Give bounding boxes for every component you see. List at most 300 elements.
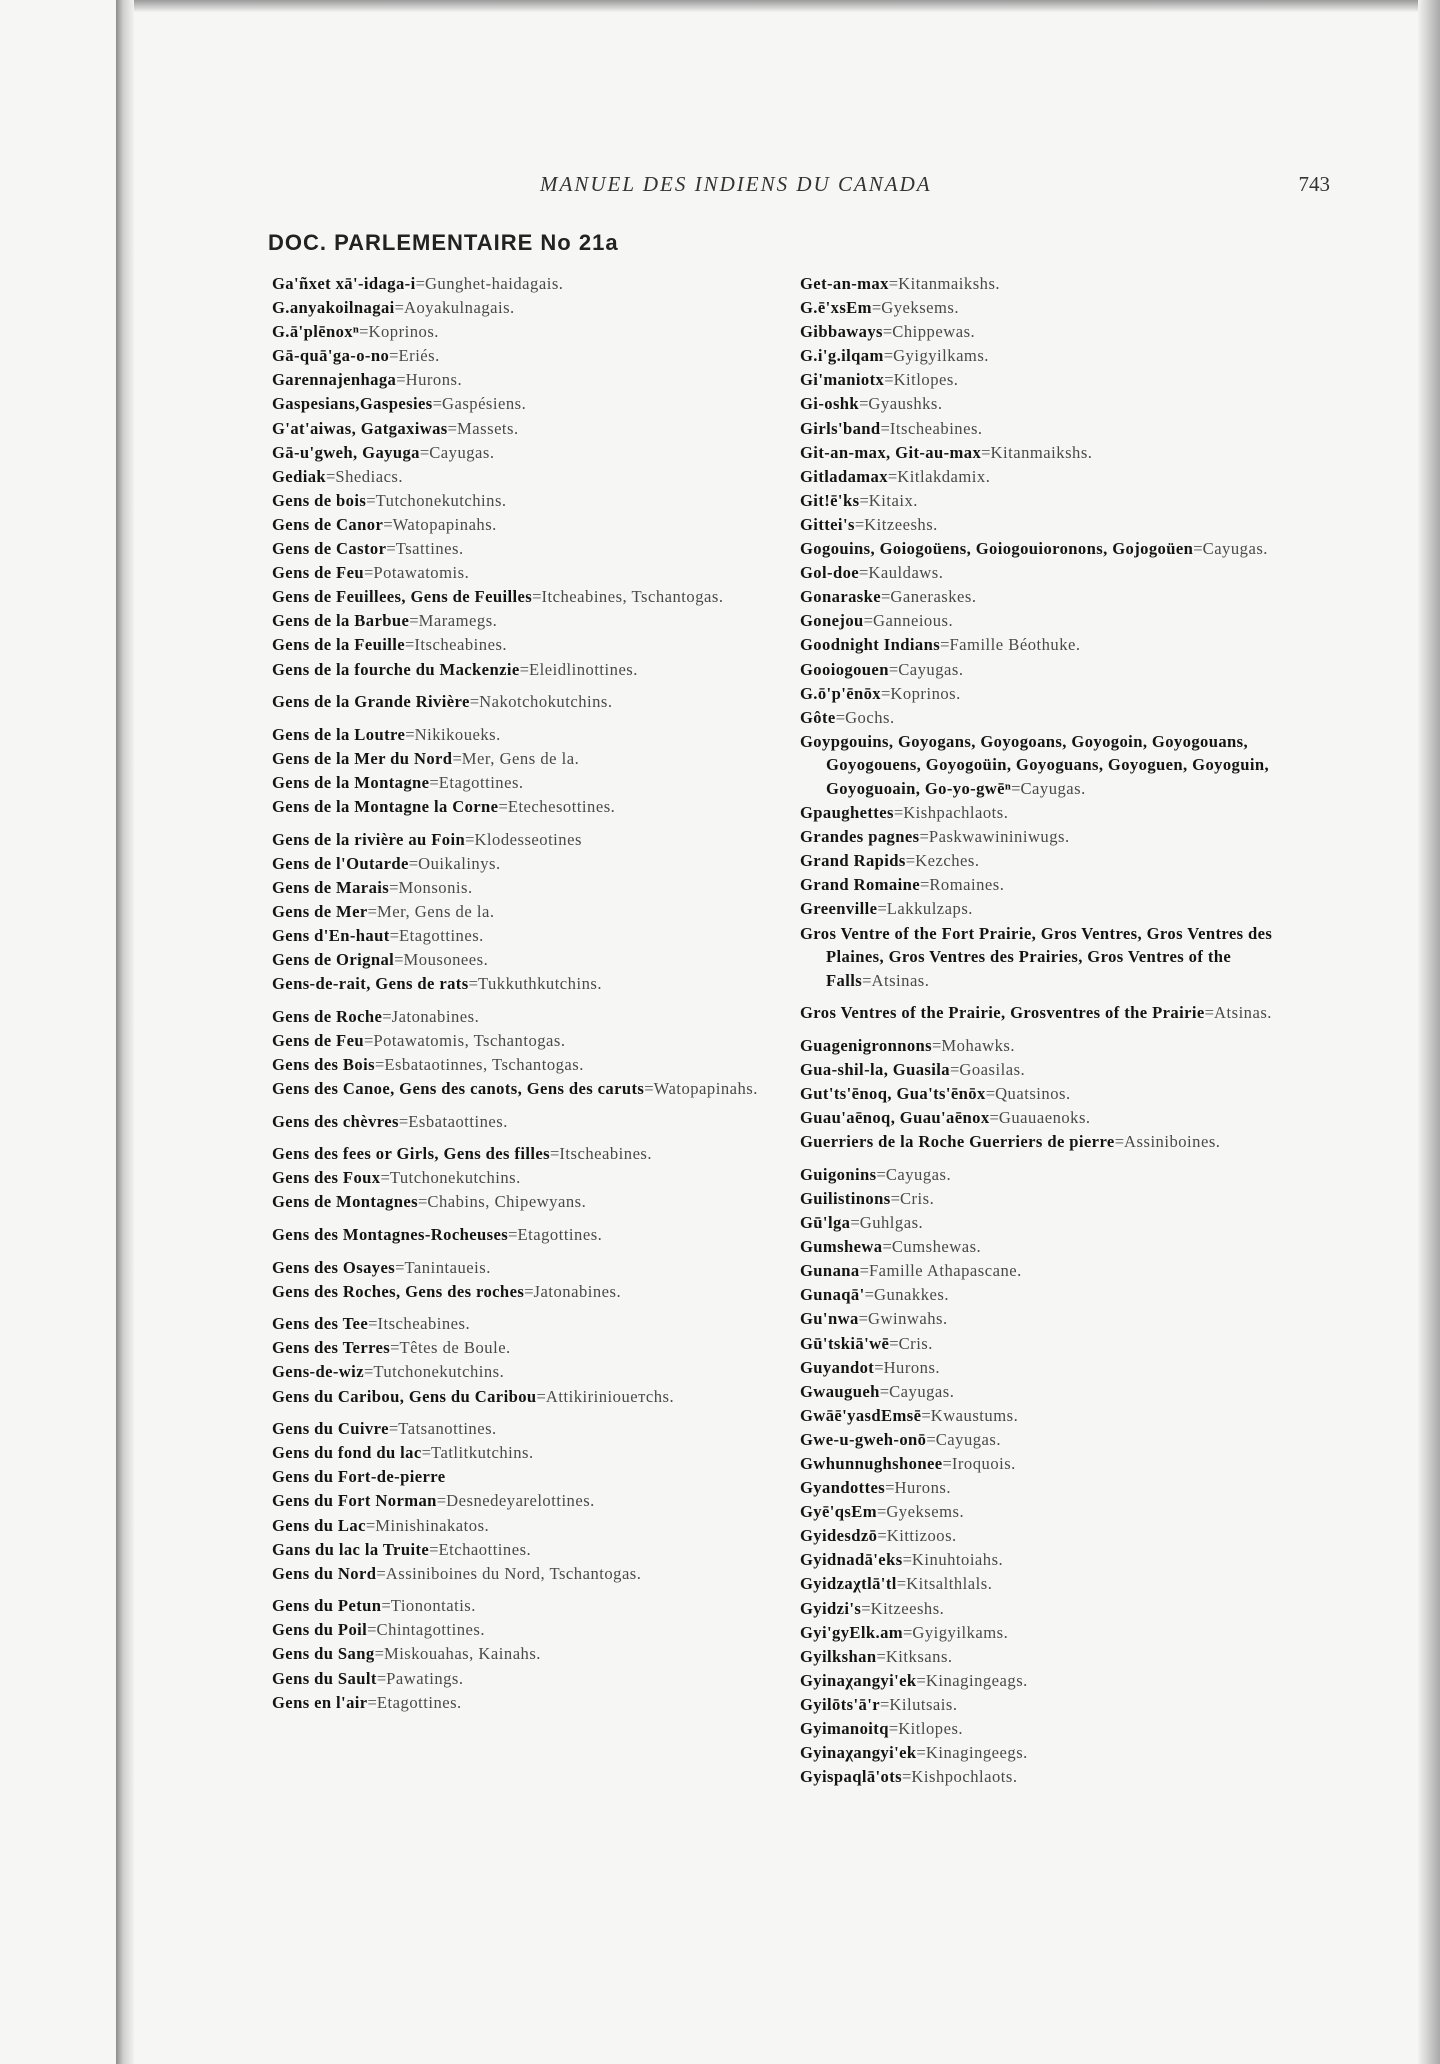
equals-sign: = xyxy=(519,659,529,679)
equals-sign: = xyxy=(365,1515,376,1535)
equals-sign: = xyxy=(932,1035,942,1055)
entry-term: Gens de Castor xyxy=(272,539,387,559)
glossary-entry xyxy=(272,658,772,682)
entry-term: Gens des Terres xyxy=(272,1338,391,1358)
entry-term: Gens des fees or Girls, Gens des filles xyxy=(272,1144,551,1164)
entry-value: Watopapinahs. xyxy=(392,514,497,534)
entry-term: Guagenigronnons xyxy=(800,1035,933,1055)
entry-term: Gens de la Montagne la Corne xyxy=(272,796,499,816)
glossary-entry xyxy=(800,441,1300,465)
equals-sign: = xyxy=(388,1419,399,1439)
equals-sign: = xyxy=(863,611,874,631)
glossary-entry xyxy=(272,1077,772,1101)
equals-sign: = xyxy=(363,1362,374,1382)
entry-term: Gens du Poil xyxy=(272,1620,368,1640)
entry-term: Gens de Canor xyxy=(272,514,384,534)
glossary-entry xyxy=(800,1163,1300,1187)
entry-value: Kitzeeshs. xyxy=(870,1598,945,1618)
glossary-entry xyxy=(272,900,772,924)
glossary-entry xyxy=(272,633,772,657)
entry-value: Gunghet-haidagais. xyxy=(424,274,564,293)
entry-value: Esbataottines. xyxy=(408,1111,508,1131)
entry-value: Eriés. xyxy=(398,346,440,366)
equals-sign: = xyxy=(888,274,899,293)
entry-value: Koprinos. xyxy=(890,683,961,703)
glossary-entry xyxy=(272,1256,772,1280)
entry-value: Atsinas. xyxy=(871,970,930,990)
equals-sign: = xyxy=(326,466,336,486)
entry-value: Famille Béothuke. xyxy=(949,635,1081,655)
equals-sign: = xyxy=(536,1386,546,1406)
entry-term: Gens de l'Outarde xyxy=(272,853,409,873)
equals-sign: = xyxy=(871,298,882,318)
entry-term: Gwāē'yasdEmsē xyxy=(800,1405,922,1425)
equals-sign: = xyxy=(359,322,369,342)
entry-value: Goasilas. xyxy=(959,1060,1026,1079)
entry-value: Guhlgas. xyxy=(859,1213,924,1233)
entry-value: Kishpachlaots. xyxy=(903,803,1009,823)
entry-value: Koprinos. xyxy=(368,322,439,342)
entry-value: Potawatomis, Tschantogas. xyxy=(373,1030,566,1050)
entry-term: Gens du Cuivre xyxy=(272,1419,389,1439)
glossary-entry xyxy=(800,706,1300,730)
equals-sign: = xyxy=(942,1454,952,1473)
entry-term: Gens de la Mer du Nord xyxy=(272,748,453,768)
entry-value: Cumshewas. xyxy=(891,1237,982,1257)
entry-value: Itcheabines, Tschantogas. xyxy=(541,587,724,607)
equals-sign: = xyxy=(940,635,950,655)
equals-sign: = xyxy=(394,298,405,318)
equals-sign: = xyxy=(389,925,400,945)
glossary-entry xyxy=(800,585,1300,609)
entry-term: Gens des Canoe, Gens des canots, Gens des caruts xyxy=(272,1079,645,1098)
equals-sign: = xyxy=(1204,1003,1215,1023)
glossary-entry xyxy=(800,561,1300,585)
equals-sign: = xyxy=(363,563,374,583)
equals-sign: = xyxy=(429,1539,439,1559)
glossary-entry xyxy=(800,1621,1300,1645)
entry-value: Jatonabines. xyxy=(533,1281,622,1301)
entry-value: Cris. xyxy=(899,1188,935,1208)
glossary-entry xyxy=(272,1417,772,1441)
entry-term: Goypgouins, Goyogans, Goyogoans, Goyogoin, Goyogouans, Goyogouens, Goyogoüin, Goyoguans, Goyoguen, Goyoguin, Goyoguoain, Go-yo-gwēⁿ xyxy=(800,731,1270,798)
glossary-entry xyxy=(272,344,772,368)
equals-sign: = xyxy=(890,1188,900,1208)
equals-sign: = xyxy=(409,611,419,631)
entry-term: Gens d'En-haut xyxy=(272,925,390,945)
equals-sign: = xyxy=(408,853,419,873)
equals-sign: = xyxy=(880,1694,890,1714)
glossary-entry xyxy=(272,948,772,972)
entry-value: Tsattines. xyxy=(395,539,464,559)
equals-sign: = xyxy=(398,1111,409,1131)
equals-sign: = xyxy=(498,796,508,816)
equals-sign: = xyxy=(389,877,399,897)
glossary-entry xyxy=(800,801,1300,825)
entry-value: Hurons. xyxy=(883,1357,941,1377)
equals-sign: = xyxy=(916,1670,926,1690)
glossary-entry xyxy=(272,747,772,771)
equals-sign: = xyxy=(877,899,887,919)
left-column xyxy=(272,272,772,1714)
equals-sign: = xyxy=(394,950,404,970)
entry-value: Kitaix. xyxy=(868,490,918,510)
entry-value: Gaspésiens. xyxy=(441,394,527,414)
entry-value: Romaines. xyxy=(929,875,1005,895)
entry-value: Etagottines. xyxy=(399,925,484,945)
glossary-entry xyxy=(800,1082,1300,1106)
equals-sign: = xyxy=(383,514,393,534)
equals-sign: = xyxy=(862,970,872,990)
entry-value: Cayugas. xyxy=(889,1381,955,1401)
entry-term: Gens du Sang xyxy=(272,1644,375,1664)
glossary-entry xyxy=(800,609,1300,633)
glossary-entry xyxy=(800,658,1300,682)
entry-term: Gens du Fort Norman xyxy=(272,1491,437,1511)
entry-value: Nakotchokutchins. xyxy=(479,692,613,712)
equals-sign: = xyxy=(950,1060,960,1079)
equals-sign: = xyxy=(879,1381,890,1401)
entry-value: Chippewas. xyxy=(892,322,976,342)
entry-value: Klodesseotines xyxy=(474,829,582,849)
entry-value: Kwaustums. xyxy=(930,1405,1019,1425)
equals-sign: = xyxy=(905,851,916,871)
entry-term: Gens des Tee xyxy=(272,1314,369,1334)
equals-sign: = xyxy=(864,1285,874,1305)
entry-term: Gibbaways xyxy=(800,322,883,342)
glossary-entry xyxy=(800,1500,1300,1524)
equals-sign: = xyxy=(508,1224,518,1244)
entry-value: Kauldaws. xyxy=(868,563,944,583)
glossary-entry xyxy=(272,1223,772,1247)
entry-term: Gwaugueh xyxy=(800,1381,880,1401)
glossary-entry xyxy=(272,537,772,561)
equals-sign: = xyxy=(419,442,430,462)
entry-term: Guyandot xyxy=(800,1357,875,1377)
entry-term: Gens-de-rait, Gens de rats xyxy=(272,974,469,994)
entry-value: Kilutsais. xyxy=(889,1694,958,1714)
glossary-entry xyxy=(800,1130,1300,1154)
entry-value: Miskouahas, Kainahs. xyxy=(383,1644,541,1664)
glossary-entry xyxy=(800,897,1300,921)
entry-term: Gyi'gyElk.am xyxy=(800,1622,903,1642)
entry-value: Gyeksems. xyxy=(886,1502,965,1522)
glossary-entry xyxy=(272,690,772,714)
entry-term: Gens de Feu xyxy=(272,1030,364,1050)
glossary-entry xyxy=(272,1489,772,1513)
entry-term: G.ō'p'ēnōx xyxy=(800,683,881,703)
entry-value: Mer, Gens de la. xyxy=(377,901,495,921)
equals-sign: = xyxy=(861,1598,871,1618)
entry-term: Gunaqā' xyxy=(800,1285,865,1305)
glossary-entry xyxy=(272,441,772,465)
equals-sign: = xyxy=(367,1620,377,1640)
equals-sign: = xyxy=(363,1030,374,1050)
entry-term: G'at'aiwas, Gatgaxiwas xyxy=(272,418,448,438)
entry-term: Guerriers de la Roche Guerriers de pierre xyxy=(800,1132,1115,1152)
entry-term: Gyē'qsEm xyxy=(800,1502,877,1522)
equals-sign: = xyxy=(859,1261,869,1281)
entry-term: Gens des Roches, Gens des roches xyxy=(272,1281,525,1301)
glossary-entry xyxy=(272,1562,772,1586)
entry-value: Ganeraskes. xyxy=(890,587,977,607)
equals-sign: = xyxy=(896,1574,907,1594)
equals-sign: = xyxy=(389,346,399,366)
entry-value: Watopapinahs. xyxy=(653,1079,758,1098)
glossary-entry xyxy=(272,972,772,996)
equals-sign: = xyxy=(883,346,894,366)
entry-term: Gens du Sault xyxy=(272,1668,377,1688)
entry-term: Gyinaχangyi'ek xyxy=(800,1743,917,1763)
glossary-entry xyxy=(272,1166,772,1190)
entry-value: Kitlakdamix. xyxy=(897,466,991,486)
entry-value: Eleidlinottines. xyxy=(528,659,638,679)
equals-sign: = xyxy=(887,466,898,486)
entry-value: Tukkuthkutchins. xyxy=(477,974,602,994)
entry-term: Gā-u'gweh, Gayuga xyxy=(272,442,420,462)
entry-value: Esbataotinnes, Tschantogas. xyxy=(384,1054,584,1074)
entry-term: Gyandottes xyxy=(800,1478,886,1498)
entry-value: Itscheabines. xyxy=(377,1314,471,1334)
entry-term: Gens de la Feuille xyxy=(272,635,406,655)
glossary-entry xyxy=(800,1476,1300,1500)
glossary-entry xyxy=(800,1001,1300,1025)
entry-value: Atsinas. xyxy=(1214,1003,1272,1023)
entry-term: Gyispaqlā'ots xyxy=(800,1767,903,1787)
entry-value: Tatlitkutchins. xyxy=(430,1443,534,1463)
glossary-entry xyxy=(272,1142,772,1166)
entry-term: Girls'band xyxy=(800,418,881,438)
entry-term: Gyidnadā'eks xyxy=(800,1550,903,1570)
entry-value: Cayugas. xyxy=(935,1429,1002,1449)
entry-term: Gooiogouen xyxy=(800,659,889,679)
glossary-entry xyxy=(272,1465,772,1489)
glossary-entry xyxy=(272,852,772,876)
equals-sign: = xyxy=(921,1405,931,1425)
entry-value: Guauaenoks. xyxy=(998,1108,1091,1128)
equals-sign: = xyxy=(468,974,478,994)
entry-value: Paskwawininiwugs. xyxy=(928,827,1070,847)
glossary-entry xyxy=(272,1029,772,1053)
entry-term: Gwe-u-gweh-onō xyxy=(800,1429,927,1449)
entry-term: Gros Ventre of the Fort Prairie, Gros Ventres, Gros Ventres des Plaines, Gros Ventres des Prairies, Gros Ventres of the Falls xyxy=(800,923,1273,990)
entry-term: Gyidzaχtlā'tl xyxy=(800,1574,897,1594)
equals-sign: = xyxy=(374,1644,384,1664)
entry-value: Potawatomis. xyxy=(373,563,470,583)
glossary-entry xyxy=(272,368,772,392)
glossary-entry xyxy=(272,296,772,320)
glossary-entry xyxy=(272,1514,772,1538)
equals-sign: = xyxy=(926,1429,936,1449)
entry-value: Minishinakatos. xyxy=(375,1515,490,1535)
glossary-entry xyxy=(272,1385,772,1409)
equals-sign: = xyxy=(436,1491,447,1511)
entry-value: Etagottines. xyxy=(517,1224,603,1244)
glossary-entry xyxy=(800,1645,1300,1669)
entry-value: Desnedeyarelottines. xyxy=(446,1491,595,1511)
glossary-entry xyxy=(272,1280,772,1304)
entry-term: Gaspesians,Gaspesies xyxy=(272,394,433,414)
entry-value: Cayugas. xyxy=(429,442,495,462)
equals-sign: = xyxy=(550,1144,560,1164)
entry-value: Kitksans. xyxy=(885,1646,953,1666)
glossary-entry xyxy=(272,771,772,795)
entry-term: Gens de Orignal xyxy=(272,950,395,970)
equals-sign: = xyxy=(858,1309,869,1329)
entry-value: Assiniboines du Nord, Tschantogas. xyxy=(385,1563,642,1583)
entry-value: Tionontatis. xyxy=(390,1596,476,1616)
equals-sign: = xyxy=(469,692,480,712)
equals-sign: = xyxy=(396,370,406,390)
entry-term: Gogouins, Goiogoüens, Goiogouioronons, Gojogoüen xyxy=(800,539,1194,559)
entry-value: Attikirinioueтchs. xyxy=(545,1386,675,1406)
entry-term: Gyidzi's xyxy=(800,1598,862,1618)
equals-sign: = xyxy=(1011,778,1021,798)
entry-term: Gens de la rivière au Foin xyxy=(272,829,466,849)
equals-sign: = xyxy=(850,1213,860,1233)
equals-sign: = xyxy=(381,1596,391,1616)
glossary-entry xyxy=(272,1667,772,1691)
glossary-entry xyxy=(800,1058,1300,1082)
entry-value: Aoyakulnagais. xyxy=(404,298,515,318)
glossary-entry xyxy=(272,489,772,513)
glossary-entry xyxy=(272,609,772,633)
glossary-entry xyxy=(800,1235,1300,1259)
entry-value: Kitanmaikshs. xyxy=(898,274,1001,293)
equals-sign: = xyxy=(888,659,899,679)
glossary-entry xyxy=(800,272,1300,296)
entry-term: Gyilōts'ā'r xyxy=(800,1694,880,1714)
entry-term: Gitladamax xyxy=(800,466,888,486)
entry-value: Têtes de Boule. xyxy=(399,1338,511,1358)
equals-sign: = xyxy=(859,394,869,414)
entry-term: Gi'maniotx xyxy=(800,370,885,390)
entry-term: Guau'aēnoq, Guau'aēnox xyxy=(800,1108,990,1128)
entry-value: Gunakkes. xyxy=(873,1285,949,1305)
glossary-entry xyxy=(800,1404,1300,1428)
glossary-entry xyxy=(800,849,1300,873)
equals-sign: = xyxy=(1193,539,1203,559)
page-header xyxy=(540,172,1330,206)
entry-value: Hurons. xyxy=(894,1478,952,1498)
glossary-entry xyxy=(800,1283,1300,1307)
equals-sign: = xyxy=(368,1314,378,1334)
entry-term: Ga'ñxet xā'-idaga-i xyxy=(272,274,416,293)
glossary-entry xyxy=(272,272,772,296)
entry-value: Itscheabines. xyxy=(414,635,508,655)
entry-term: Gens du Nord xyxy=(272,1563,377,1583)
entry-value: Cayugas. xyxy=(885,1164,952,1184)
glossary-entry xyxy=(800,1380,1300,1404)
glossary-entry xyxy=(800,320,1300,344)
entry-term: Gens des Bois xyxy=(272,1054,375,1074)
equals-sign: = xyxy=(859,490,869,510)
entry-term: Garennajenhaga xyxy=(272,370,397,390)
glossary-entry xyxy=(800,922,1300,993)
entry-value: Kitlopes. xyxy=(893,370,959,390)
equals-sign: = xyxy=(884,370,894,390)
glossary-entry xyxy=(272,1618,772,1642)
equals-sign: = xyxy=(382,1006,392,1026)
equals-sign: = xyxy=(432,394,442,414)
glossary-entry xyxy=(800,682,1300,706)
entry-value: Tutchonekutchins. xyxy=(375,490,507,510)
entry-value: Etagottines. xyxy=(376,1692,462,1712)
page-edge-top xyxy=(116,0,1440,12)
equals-sign: = xyxy=(524,1281,534,1301)
entry-value: Kitzeeshs. xyxy=(864,514,938,534)
entry-value: Mousonees. xyxy=(403,950,489,970)
entry-term: Guigonins xyxy=(800,1164,877,1184)
glossary-entry xyxy=(800,1765,1300,1789)
glossary-entry xyxy=(272,1642,772,1666)
glossary-entry xyxy=(272,465,772,489)
entry-value: Lakkulzaps. xyxy=(886,899,973,919)
entry-value: Massets. xyxy=(457,418,519,438)
entry-term: Gi-oshk xyxy=(800,394,860,414)
entry-term: Gens de la Grande Rivière xyxy=(272,692,470,712)
entry-term: Gens du Fort-de-pierre xyxy=(272,1467,446,1487)
entry-term: Gpaughettes xyxy=(800,803,894,823)
glossary-entry xyxy=(800,489,1300,513)
entry-term: Gens de Feuillees, Gens de Feuilles xyxy=(272,587,533,607)
page-edge-right xyxy=(1418,0,1440,2064)
entry-term: Gens du Lac xyxy=(272,1515,366,1535)
right-column xyxy=(800,272,1300,1789)
glossary-entry xyxy=(800,730,1300,801)
entry-term: Gens des Foux xyxy=(272,1168,381,1188)
entry-value: Nikikoueks. xyxy=(414,724,501,744)
equals-sign: = xyxy=(644,1079,654,1098)
equals-sign: = xyxy=(835,707,846,727)
entry-term: Gwhunnughshonee xyxy=(800,1454,943,1473)
glossary-entry xyxy=(800,1332,1300,1356)
glossary-entry xyxy=(800,1717,1300,1741)
equals-sign: = xyxy=(882,1237,892,1257)
entry-term: Greenville xyxy=(800,899,878,919)
glossary-entry xyxy=(800,1572,1300,1596)
equals-sign: = xyxy=(882,322,893,342)
equals-sign: = xyxy=(415,274,425,293)
glossary-entry xyxy=(272,1538,772,1562)
entry-term: Gu'nwa xyxy=(800,1309,859,1329)
equals-sign: = xyxy=(881,587,891,607)
entry-term: Gens de Montagnes xyxy=(272,1192,419,1212)
glossary-entry xyxy=(800,392,1300,416)
equals-sign: = xyxy=(854,514,865,534)
glossary-entry xyxy=(272,1441,772,1465)
equals-sign: = xyxy=(985,1084,996,1104)
entry-value: Ganneious. xyxy=(873,611,954,631)
entry-value: Tanintaueis. xyxy=(404,1257,491,1277)
entry-value: Tutchonekutchins. xyxy=(389,1168,521,1188)
glossary-entry xyxy=(800,1452,1300,1476)
entry-value: Iroquois. xyxy=(951,1454,1016,1473)
glossary-entry xyxy=(272,723,772,747)
entry-value: Cayugas. xyxy=(898,659,964,679)
entry-value: Gyigyilkams. xyxy=(893,346,989,366)
glossary-entry xyxy=(800,368,1300,392)
glossary-entry xyxy=(272,1336,772,1360)
equals-sign: = xyxy=(465,829,475,849)
glossary-entry xyxy=(800,873,1300,897)
entry-value: Cayugas. xyxy=(1202,539,1268,559)
equals-sign: = xyxy=(881,683,891,703)
entry-term: Gens du Petun xyxy=(272,1596,382,1616)
glossary-entry xyxy=(800,1187,1300,1211)
entry-term: Gediak xyxy=(272,466,327,486)
entry-term: Grand Romaine xyxy=(800,875,920,895)
